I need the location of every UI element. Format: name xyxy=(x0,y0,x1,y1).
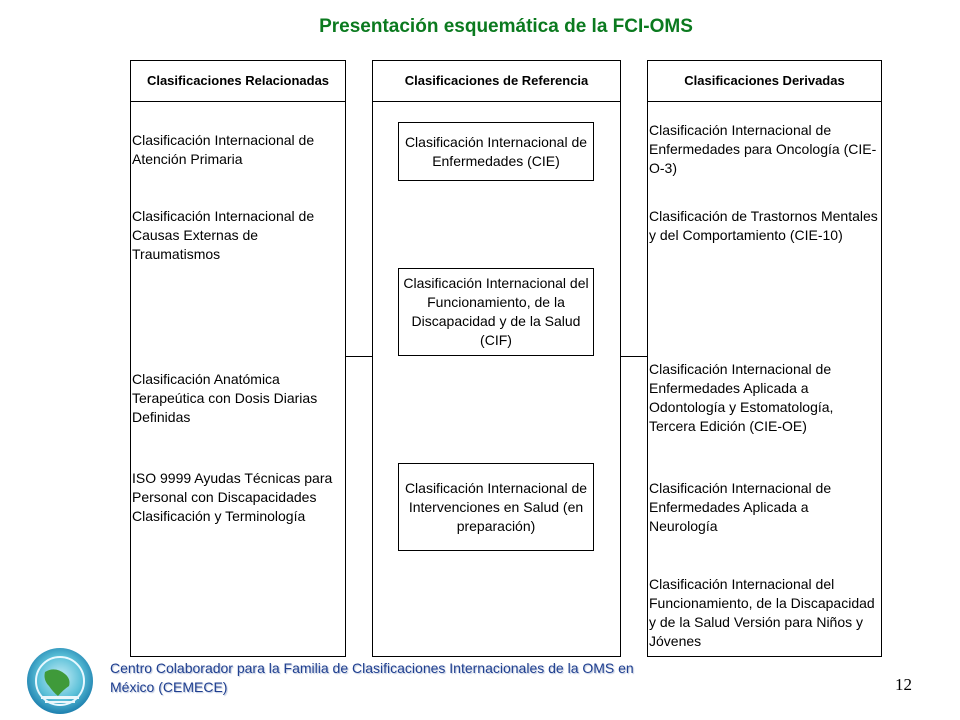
reference-item-box: Clasificación Internacional de Intervenciones en Salud (en preparación) xyxy=(398,463,594,551)
reference-classifications-column xyxy=(372,60,621,657)
connector-line xyxy=(621,356,647,357)
related-item: Clasificación Anatómica Terapeútica con Dosis Diarias Definidas xyxy=(132,371,318,425)
related-item: Clasificación Internacional de Atención Primaria xyxy=(132,132,315,167)
derived-item: Clasificación Internacional de Enfermedades para Oncología (CIE-O-3) xyxy=(649,122,877,176)
related-item: Clasificación Internacional de Causas Externas de Traumatismos xyxy=(132,208,315,262)
derived-column-header: Clasificaciones Derivadas xyxy=(648,61,881,102)
footer-text: Centro Colaborador para la Familia de Clasificaciones Internacionales de la OMS en México (CEMECE) xyxy=(110,660,634,695)
derived-item: Clasificación Internacional del Funcionamiento, de la Discapacidad y de la Salud Versión para Niños y Jóvenes xyxy=(649,576,875,649)
page-number: 12 xyxy=(895,675,912,694)
related-column-header: Clasificaciones Relacionadas xyxy=(131,61,345,102)
reference-item-box: Clasificación Internacional de Enfermedades (CIE) xyxy=(398,122,594,181)
cemece-logo-icon xyxy=(25,646,95,716)
related-item: ISO 9999 Ayudas Técnicas para Personal con Discapacidades Clasificación y Terminología xyxy=(132,470,333,524)
connector-line xyxy=(346,356,372,357)
derived-classifications-column xyxy=(647,60,882,657)
reference-item-box: Clasificación Internacional del Funcionamiento, de la Discapacidad y de la Salud (CIF) xyxy=(398,268,594,356)
related-classifications-column xyxy=(130,60,346,657)
derived-item: Clasificación Internacional de Enfermedades Aplicada a Odontología y Estomatología, Tercera Edición (CIE-OE) xyxy=(649,361,834,434)
derived-item: Clasificación de Trastornos Mentales y del Comportamiento (CIE-10) xyxy=(649,208,878,243)
reference-column-header: Clasificaciones de Referencia xyxy=(373,61,620,102)
page-title: Presentación esquemática de la FCI-OMS xyxy=(319,16,693,37)
derived-item: Clasificación Internacional de Enfermedades Aplicada a Neurología xyxy=(649,480,832,534)
